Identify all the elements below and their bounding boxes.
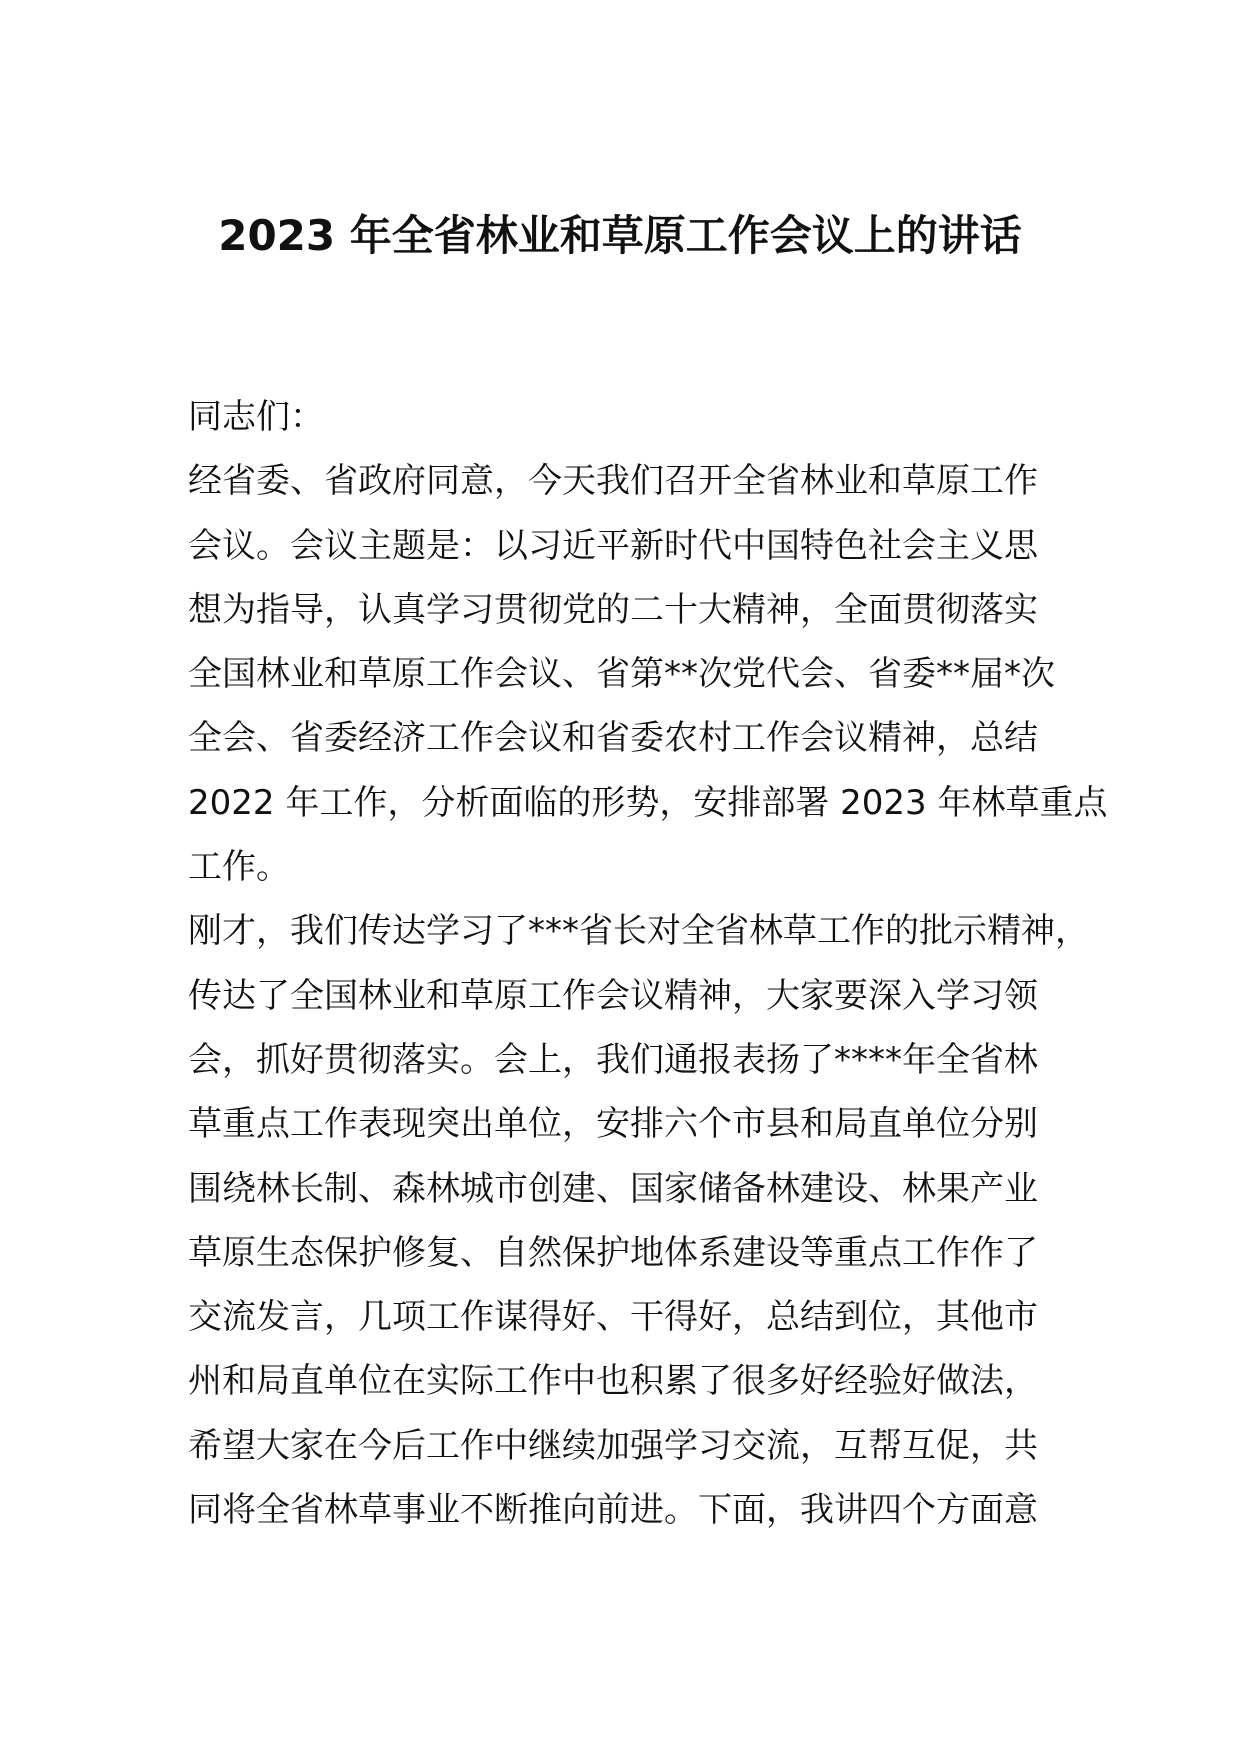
text-line: 全国林业和草原工作会议、省第**次党代会、省委**届*次 [188, 654, 1055, 695]
text-line: 草重点工作表现突出单位，安排六个市县和局直单位分别 [188, 1104, 1038, 1145]
text-line: 全会、省委经济工作会议和省委农村工作会议精神，总结 [188, 718, 1038, 759]
text-line: 会，抓好贯彻落实。会上，我们通报表扬了****年全省林 [188, 1039, 1038, 1080]
text-line: 想为指导，认真学习贯彻党的二十大精神，全面贯彻落实 [188, 589, 1038, 630]
text-line: 围绕林长制、森林城市创建、国家储备林建设、林果产业 [188, 1168, 1038, 1209]
text-line: 会议。会议主题是：以习近平新时代中国特色社会主义思 [188, 525, 1038, 566]
text-line: 同将全省林草事业不断推向前进。下面，我讲四个方面意 [188, 1490, 1038, 1531]
text-line: 工作。 [188, 847, 290, 888]
text-line: 希望大家在今后工作中继续加强学习交流，互帮互促，共 [188, 1425, 1038, 1466]
text-line: 同志们： [188, 397, 324, 437]
text-line: 草原生态保护修复、自然保护地体系建设等重点工作作了 [188, 1232, 1038, 1273]
text-line: 传达了全国林业和草原工作会议精神，大家要深入学习领 [188, 975, 1038, 1016]
text-line: 州和局直单位在实际工作中也积累了很多好经验好做法， [188, 1361, 1038, 1402]
text-line: 刚才，我们传达学习了***省长对全省林草工作的批示精神， [188, 911, 1089, 952]
text-line: 2022 年工作，分析面临的形势，安排部署 2023 年林草重点 [188, 782, 1108, 823]
document-title: 2023 年全省林业和草原工作会议上的讲话 [218, 211, 1022, 260]
text-line: 经省委、省政府同意，今天我们召开全省林业和草原工作 [188, 461, 1038, 502]
document-body [188, 385, 1108, 1542]
text-line: 交流发言，几项工作谋得好、干得好，总结到位，其他市 [188, 1297, 1038, 1338]
